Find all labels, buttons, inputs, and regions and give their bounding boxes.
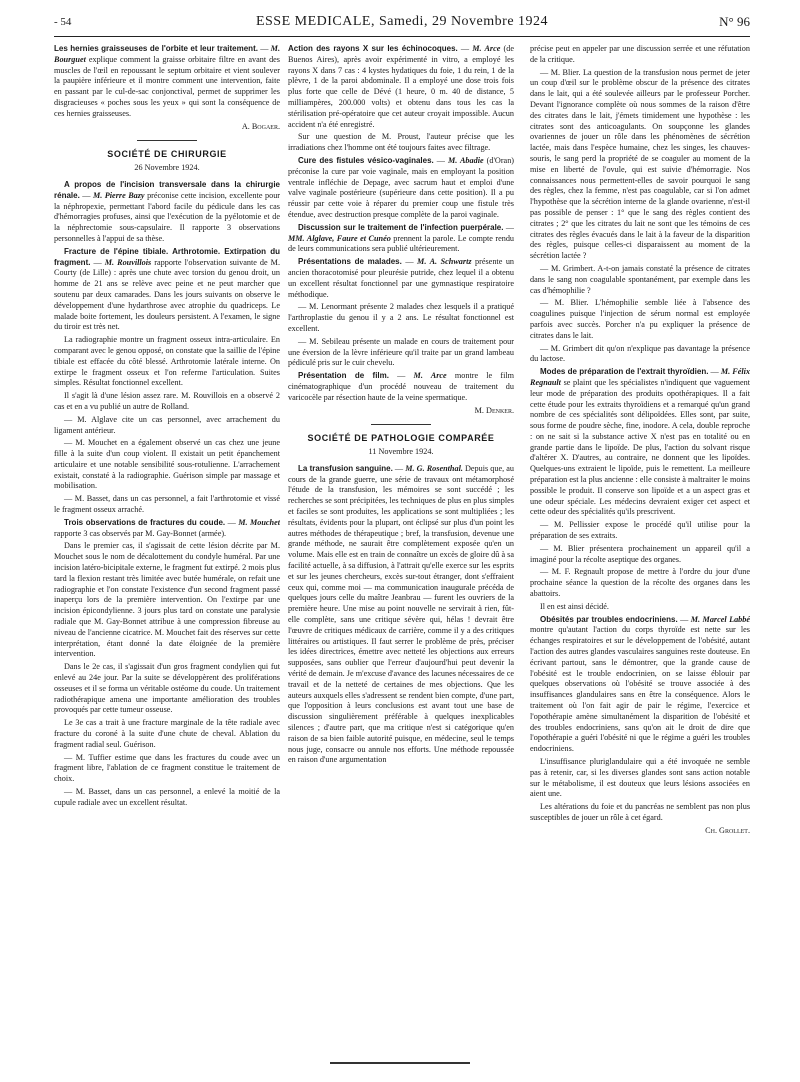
article-title: Les hernies graisseuses de l'orbite et leur traitement. — [54, 44, 258, 53]
article-film: Présentation de film. — M. Arce montre le film cinématographique d'un procédé nouveau de traitement du varicocèle par résection haute de la veine spermatique. — [288, 371, 514, 402]
bottom-divider — [330, 1062, 470, 1064]
author-name: MM. Alglave, Faure et Cunéo — [288, 233, 391, 243]
article-rayons: Action des rayons X sur les échinocoques. — M. Arce (de Buenos Aires), après avoir expérimenté in vitro, a employé les rayons X dans 7 cas : 4 kystes hydatiques du foie, 1 du rein, 1 de la plèvre, 1 de la paroi abdominale. Il a employé une dose trois fois plus forte que celle de Dévé (1 heure, 0 m. 40 de distance, 5 milliampères, 200.000 volts) et obtenu dans tous les cas la stérilisation pré-opératoire que cet auteur croyait impossible. Aucun accident n'a été enregistré. — [288, 44, 514, 129]
section-date: 26 Novembre 1924. — [134, 163, 200, 173]
paragraph: — M. Basset, dans un cas personnel, a fait l'arthrotomie et vissé le fragment osseux arraché. — [54, 494, 280, 515]
signature: A. Bogaer. — [241, 121, 280, 131]
divider — [371, 424, 431, 425]
paragraph: — M. Alglave cite un cas personnel, avec arrachement du ligament antérieur. — [54, 414, 280, 435]
paragraph: — M. Lenormant présente 2 malades chez lesquels il a pratiqué l'arthroplastie du genou il y a 2 ans. Le résultat fonctionnel est excellent. — [288, 302, 514, 333]
article-body: présente un ancien thoracotomisé pour pleurésie putride, chez lequel il a obtenu un excellent résultat fonctionnel par une gymnastique respiratoire méthodique. — [288, 257, 514, 299]
article-title: Modes de préparation de l'extrait thyroïdien. — [540, 367, 709, 377]
article-title: A propos de l'incision transversale dans la chirurgie rénale. — [54, 179, 280, 200]
article-body: Depuis que, au cours de la grande guerre, une série de travaux ont métamorphosé l'étude de la transfusion, les mémoires se sont succédé ; les recherches se sont précipitées, les techniques de plus en plus simples et faciles se sont produites, les applications se sont multipliées ; les résultats, évidents pour la plupart, ont éclipsé sur plus d'un point les autres méthodes de thérapeutique ; bref, la transfusion, devenue une grande méthode, ne saurait être complètement exposée qu'en un volume. Mais elle est en train de connaître un excès de gloire dû à sa facilité actuelle, à sa diffusion, à l'attrait qu'elle exerce sur les esprits et sur les jeunes chercheurs, excès sur-tout étranger, dont s'effraient ceux qui, comme moi — ma communication inaugurale précéda de quelques jours celle du maître Jeanbrau — furent les ouvriers de la première heure. Une mise au point nouvelle ne servirait à rien, fût-elle complète, sans une critique sévère qui, hélas ! devrait être l'œuvre de critiques médicaux de carrière, comme il y a des critiques littéraires ou artistiques. Il faut serrer le problème de près, préciser les idées directrices, émettre avec netteté les objections aux erreurs supposées, sans oublier que l'erreur d'aujourd'hui peut devenir la vérité de demain. Je m'excuse d'avance des lacunes nécessaires de ce travail et de la netteté de certaines de mes objections. Que les auteurs auxquels elles s'adressent se rendent bien compte, d'une part, que l'opposition à leurs conclusions est avant tout une base de discussion singulièrement préférable à quelques inexplicables silences ; d'autre part, que ma critique n'est si catégorique qu'en raison de sa bien faible autorité puisque, en médecine, seul le temps nous juge, consacre ou annule nos efforts. Une méthode repoussée en raison d'une argumentation — [288, 463, 514, 765]
column-left — [54, 44, 280, 1054]
author-name: M. A. Schwartz — [417, 257, 472, 267]
article-title: Action des rayons X sur les échinocoques. — [288, 44, 458, 53]
article-title: Discussion sur le traitement de l'infection puerpérale. — [298, 222, 504, 232]
article-body: explique comment la graisse orbitaire filtre en avant des muscles de l'œil en repoussant le septum orbitaire et vient soulever la paupière inférieure et il montre comment une intervention, faite en passant par le cul-de-sac conjonctival, permet de supprimer les disgracieuses « poches sous les yeux » qui sont la conséquence de ces hernies graisseuses. — [54, 54, 280, 118]
paragraph: — M. Basset, dans un cas personnel, a enlevé la moitié de la cupule radiale avec un excellent résultat. — [54, 787, 280, 807]
signature: M. Denker. — [474, 405, 514, 415]
issue-number: N° 96 — [719, 14, 750, 29]
article-orbit: Les hernies graisseuses de l'orbite et leur traitement. — M. Bourguet explique comment la graisse orbitaire filtre en avant des muscles de l'œil en repoussant le septum orbitaire et vient soulever la paupière inférieure et il montre comment une intervention, faite en passant par le cul-de-sac conjonctival, permet de supprimer les disgracieuses « poches sous les yeux » qui sont la conséquence de ces hernies graisseuses. — [54, 44, 280, 118]
paragraph: L'insuffisance pluriglandulaire qui a été invoquée ne semble pas à retenir, car, si les diverses glandes sont sans action notable sur le métabolisme, il est douteux que leurs lésions associées en aient une. — [530, 757, 750, 799]
paragraph: — M. Blier. L'hémophilie semble liée à l'absence des coagulines puisque l'injection de sérum normal est employée parfois avec succès. Porcher n'a pu expliquer la présence de citrates dans le lait. — [530, 298, 750, 340]
paragraph: Il s'agit là d'une lésion assez rare. M. Rouvillois en a observé 2 cas et en a vu publié un autre de Rolland. — [54, 391, 280, 411]
author-name: M. Mouchet — [238, 517, 280, 527]
article-body: (de Buenos Aires), après avoir expérimenté in vitro, a employé les rayons X dans 7 cas : 4 kystes hydatiques du foie, 1 du rein, 1 de la plèvre, 1 de la paroi abdominale. Il a employé une dose trois fois plus forte que celle de Dévé (1 heure, 0 m. 40 de distance, 5 milliampères, 200.000 volts) et obtenu dans tous les cas la stérilisation pré-opératoire que cet auteur croyait impossible. Aucun accident n'a été enregistré. — [288, 44, 514, 129]
author-name: M. Arce — [472, 44, 501, 53]
article-body: montre le film cinématographique d'un procédé nouveau de traitement du varicocèle par résection haute de la veine spermatique. — [288, 371, 514, 402]
section-title: SOCIÉTÉ DE PATHOLOGIE COMPARÉE — [307, 433, 495, 444]
author-name: M. Félix Regnault — [530, 367, 750, 387]
signature: Ch. Grollet. — [705, 825, 750, 835]
paragraph: Dans le premier cas, il s'agissait de cette lésion décrite par M. Mouchet sous le nom de décalottement du condyle huméral. Par une incision latéro-bicipitale externe, le fragment fut extirpé. 2 mois plus tard la flexion restant très limitée avec butée humérale, on refait une radiographie et l'on constate l'existence d'un second fragment passé inaperçu lors de la première intervention. On l'extirpe par une incision épicondylienne. 3 jours plus tard on constate une paralysie radiale que M. Gay-Bonnet attribue à une compression fibreuse au niveau de l'ancienne cicatrice. M. Mouchet fait des réserves sur cette interprétation, étant donné la date éloignée de la première intervention. — [54, 541, 280, 659]
article-title: Fracture de l'épine tibiale. Arthrotomie. Extirpation du fragment. — [54, 246, 280, 267]
article-transfusion: La transfusion sanguine. — M. G. Rosenthal. Depuis que, au cours de la grande guerre, une série de travaux ont métamorphosé l'étude de la transfusion, les mémoires se sont succédé ; les recherches se sont précipitées, les techniques de plus en plus simples et faciles se sont produites, les applications se sont multipliées ; les résultats, évidents pour la plupart, ont éclipsé sur plus d'un point les autres méthodes de thérapeutique ; bref, la transfusion, devenue une grande méthode, ne saurait être complètement exposée qu'en un volume. Mais elle est en train de connaître un excès de gloire dû à sa facilité actuelle, à sa diffusion, à l'attrait qu'elle exerce sur les esprits et sur les jeunes chercheurs, excès sur-tout étranger, dont s'effraient ceux qui, comme moi — ma communication inaugurale précéda de quelques jours celle du maître Jeanbrau — furent les ouvriers de la première heure. Une mise au point nouvelle ne servirait à rien, fût-elle complète, sans une critique sévère qui, hélas ! devrait être l'œuvre de critiques médicaux de carrière, comme il y a des critiques littéraires ou artistiques. Il faut serrer le problème de près, préciser les idées directrices, émettre avec netteté les objections aux erreurs supposées, sans oublier que l'erreur d'aujourd'hui peut devenir la vérité de demain. Je m'excuse d'avance des lacunes nécessaires de ce travail et de la netteté de certaines de mes objections. Que les auteurs auxquels elles s'adressent se rendent bien compte, d'une part, que l'opposition à leurs conclusions est avant tout une base de discussion singulièrement préférable à quelques inexplicables silences ; d'autre part, que ma critique n'est si catégorique qu'en raison de sa bien faible autorité puisque, en médecine, seul le temps nous juge, consacre ou annule nos efforts. Une méthode repoussée en raison d'une argumentation — [288, 463, 514, 765]
article-body: rapporte l'observation suivante de M. Courty (de Lille) : après une chute avec torsion du genou droit, un homme de 21 ans se relève avec peine et ne peut marcher que soutenu par deux camarades. Dans les jours suivants on observe le développement d'une hydarthrose avec atrophie du quadriceps. Le malade boite fortement, les douleurs persistent. A l'examen, le signe du tiroir est très net. — [54, 257, 280, 332]
divider — [137, 140, 197, 141]
paragraph: précise peut en appeler par une discussion serrée et une réfutation de la critique. — [530, 44, 750, 64]
article-title: La transfusion sanguine. — [298, 463, 393, 473]
paragraph: — M. Sebileau présente un malade en cours de traitement pour une éversion de la lèvre inférieure qu'il traite par un grand lambeau pédiculé pris sur le cuir chevelu. — [288, 336, 514, 368]
article-body: préconise cette incision, excellente pour la néphropexie, permettant l'abord facile du pédicule dans les cas d'hémorragies profuses, ainsi que l'exécution de la pyélotomie et de la néphrectomie sous-capsulaire. Il rapporte 3 observations personnelles à l'appui de sa thèse. — [54, 190, 280, 243]
page-number: - 54 — [54, 16, 72, 28]
article-body: montre qu'autant l'action du corps thyroïde est nette sur les échanges respiratoires et sur le développement de l'obésité, autant l'action des autres glandes vasculaires sanguines reste douteuse. En écrivant partout, sans le démontrer, que la grande cause de l'obésité est le trouble endocrinien, on se laisse éblouir par quelques observations où l'obésité se trouve associée à des insuffisances glandulaires sans en être la conséquence. Alors le traitement où l'on fait agir de pair le régime, l'exercice et l'opothérapie amène simultanément la disparition de l'obésité et des troubles endocriniens, sans qu'on ait le droit de dire que l'opothérapie a guéri l'obésité ni que le régime a guéri les troubles endocriniens. — [530, 625, 750, 754]
paragraph: — M. F. Regnault propose de mettre à l'ordre du jour d'une prochaine séance la question de la récolte des organes dans les abattoirs. — [530, 567, 750, 599]
article-infection: Discussion sur le traitement de l'infection puerpérale. — MM. Alglave, Faure et Cunéo prennent la parole. Le compte rendu de leurs communications sera publié ultérieurement. — [288, 222, 514, 254]
paragraph: La radiographie montre un fragment osseux intra-articulaire. En comparant avec le genou opposé, on constate que la saillie de l'épine tibiale est effacée du côté blessé. Arthrotomie latérale interne. On extirpe le fragment osseux et l'on referme l'articulation. Suites simples. Résultat fonctionnel excellent. — [54, 335, 280, 388]
article-tibia: Fracture de l'épine tibiale. Arthrotomie. Extirpation du fragment. — M. Rouvillois rapporte l'observation suivante de M. Courty (de Lille) : après une chute avec torsion du genou droit, un homme de 21 ans se relève avec peine et ne peut marcher que soutenu par deux camarades. Dans les jours suivants on observe le développement d'une hydarthrose avec atrophie du quadriceps. Le malade boite fortement, les douleurs persistent. A l'examen, le signe du tiroir est très net. — [54, 246, 280, 332]
paragraph: Il en est ainsi décidé. — [540, 601, 609, 611]
article-incision: A propos de l'incision transversale dans la chirurgie rénale. — M. Pierre Bazy préconise cette incision, excellente pour la néphropexie, permettant l'abord facile du pédicule dans les cas d'hémorragies profuses, ainsi que l'exécution de la pyélotomie et de la néphrectomie sous-capsulaire. Il rapporte 3 observations personnelles à l'appui de sa thèse. — [54, 179, 280, 243]
section-date: 11 Novembre 1924. — [368, 447, 434, 457]
author-name: M. Bourguet — [54, 44, 280, 64]
article-obesite: Obésités par troubles endocriniens. — M. Marcel Labbé montre qu'autant l'action du corps thyroïde est nette sur les échanges respiratoires et sur le développement de l'obésité, autant l'action des autres glandes vasculaires sanguines reste douteuse. En écrivant partout, sans le démontrer, que la grande cause de l'obésité est le trouble endocrinien, on se laisse éblouir par quelques observations où l'obésité se trouve associée à des insuffisances glandulaires sans en être la conséquence. Alors le traitement où l'on fait agir de pair le régime, l'exercice et l'opothérapie amène simultanément la disparition de l'obésité et des troubles endocriniens, sans qu'on ait le droit de dire que l'opothérapie a guéri l'obésité ni que le régime a guéri les troubles endocriniens. — [530, 614, 750, 754]
paragraph: — M. Blier. La question de la transfusion nous permet de jeter un coup d'œil sur le problème obscur de la présence des citrates dans le lait, qui a été soulevée ailleurs par le professeur Porcher. Devant l'ignorance complète où nous sommes de la raison d'être des citrates dans le lait, j'émets timidement une hypothèse : les citrates sont des anticoagulants. On soupçonne les glandes ovariennes de jouer un rôle dans les phénomènes de sécrétion lactée, mais dans l'espèce humaine, chez les singes, les chauves-souris, le sang perd la propriété de se coaguler au moment de la mise en liberté de l'ovule, qui est suivie d'hémorragie. Nos connaissances nous permettent-elles de savoir pourquoi le sang des règles, chez la femme, n'est pas coagulable, car si l'on admet l'hypothèse que la sécrétion interne de la glande ovarienne, n'est-il pas possible de penser : 1° que le sang des règles contient des citrates ; 2° que les citrates du lait ne sont que les témoins de ces citrates des règles évacués dans le lait à la faveur de la disparition des règles, puisque celles-ci disparaissent au moment de la sécrétion lactée ? — [530, 67, 750, 261]
journal-title: ESSE MEDICALE, Samedi, 29 Novembre 1924 — [255, 14, 549, 29]
paragraph: — M. Blier présentera prochainement un appareil qu'il a imaginé pour la récolte aseptique des organes. — [530, 543, 750, 564]
paragraph: Sur une question de M. Proust, l'auteur précise que les irradiations chez l'homme ont été toujours faites avec filtrage. — [288, 132, 514, 153]
paragraph: — M. Grimbert dit qu'on n'explique pas davantage la présence du lactose. — [530, 343, 750, 364]
article-body: (d'Oran) préconise la cure par voie vaginale, mais en employant la position ventrale infléchie de Depage, avec sacrum haut et emploi d'une valve vaginale postérieure (supérieure dans cette position). Il a pu réussir par cette voie à réparer du premier coup une fistule très étendue, avec destruction presque complète de la paroi vaginale. — [288, 155, 514, 219]
article-body: prennent la parole. Le compte rendu de leurs communications sera publié ultérieurement. — [288, 233, 514, 254]
article-title: Présentations de malades. — [298, 257, 402, 267]
paragraph: — M. Tuffier estime que dans les fractures du coude avec un fragment libre, l'ablation de ce fragment constitue le traitement de choix. — [54, 752, 280, 784]
article-body: rapporte 3 cas observés par M. Gay-Bonnet (armée). — [54, 528, 227, 538]
article-body: se plaint que les spécialistes n'indiquent que vaguement leur mode de préparation des produits opothérapiques. Il a fait cette étude pour les extraits thyroïdiens et a remarqué qu'un grand nombre de ces spécialités sont délipoïdées. Elles sont, par suite, sous forme de poudre sèche, fine, inodore. A cela, double reproche : on ne sait si la substance active X n'est pas en totalité ou en grande partie dans le lipoïde. De plus, l'action du solvant risque d'altérer X. D'autres, au contraire, ne donnent que les lipoïdes. Quelques-uns extraient le lipoïde, puis le remettent. La meilleure préparation est la plus ancienne : elle consiste à maltraiter le moins possible le produit. Il conserve son lipoïde et a un aspect gras et une odeur spéciale. Les médecins devraient exiger cet aspect et cette odeur des spécialités qu'ils prescrivent. — [530, 377, 750, 517]
author-name: M. Arce — [413, 371, 447, 381]
article-title: Obésités par troubles endocriniens. — [540, 614, 678, 624]
section-title: SOCIÉTÉ DE CHIRURGIE — [107, 149, 227, 160]
paragraph: Les altérations du foie et du pancréas ne semblent pas non plus susceptibles de jouer un rôle à cet égard. — [530, 802, 750, 822]
paragraph: — M. Grimbert. A-t-on jamais constaté la présence de citrates dans le sang non coagulable spontanément, par exemple dans les cas d'hémophilie ? — [530, 263, 750, 295]
paragraph: — M. Mouchet en a également observé un cas chez une jeune fille à la suite d'un coup violent. Il existait un petit épanchement articulaire et une notable sensibilité sous-rotulienne. L'arrachement existait, constaté à la radiographie. Guérison simple par massage et mobilisation. — [54, 438, 280, 491]
article-title: Cure des fistules vésico-vaginales. — [298, 155, 434, 165]
author-name: M. Abadie — [447, 155, 484, 165]
article-malades: Présentations de malades. — M. A. Schwartz présente un ancien thoracotomisé pour pleurésie putride, chez lequel il a obtenu un excellent résultat fonctionnel par une gymnastique respiratoire méthodique. — [288, 257, 514, 299]
paragraph: Le 3e cas a trait à une fracture marginale de la tête radiale avec fracture du coroné à la suite d'une chute de cheval. Ablation du fragment radial seul. Guérison. — [54, 718, 280, 749]
author-name: M. Pierre Bazy — [92, 190, 145, 200]
paragraph: Dans le 2e cas, il s'agissait d'un gros fragment condylien qui fut enlevé au 24e jour. Par la suite se développèrent des proliférations osseuses et il se forma un véritable ostéome du coude. Un traitement radiothérapique amena une importante amélioration des troubles provoqués par cette tumeur osseuse. — [54, 662, 280, 715]
article-title: Trois observations de fractures du coude. — [64, 517, 226, 527]
article-title: Présentation de film. — [298, 371, 389, 381]
page-header — [54, 14, 750, 37]
author-name: M. Rouvillois — [104, 257, 152, 267]
author-name: M. G. Rosenthal. — [405, 463, 463, 473]
article-thyroid: Modes de préparation de l'extrait thyroïdien. — M. Félix Regnault se plaint que les spécialistes n'indiquent que vaguement leur mode de préparation des produits opothérapiques. Il a fait cette étude pour les extraits thyroïdiens et a remarqué qu'un grand nombre de ces spécialités sont délipoïdées. Elles sont, par suite, sous forme de poudre sèche, fine, inodore. A cela, double reproche : on ne sait si la substance active X n'est pas en totalité ou en grande partie dans le lipoïde. De plus, l'action du solvant risque d'altérer X. D'autres, au contraire, ne donnent que les lipoïdes. Quelques-uns extraient le lipoïde, puis le remettent. La meilleure préparation est la plus ancienne : elle consiste à maltraiter le moins possible le produit. Il conserve son lipoïde et a un aspect gras et une odeur spéciale. Les médecins devraient exiger cet aspect et cette odeur des spécialités qu'ils prescrivent. — [530, 367, 750, 517]
column-right — [530, 44, 750, 1054]
article-fistules: Cure des fistules vésico-vaginales. — M. Abadie (d'Oran) préconise la cure par voie vaginale, mais en employant la position ventrale infléchie de Depage, avec sacrum haut et emploi d'une valve vaginale postérieure (supérieure dans cette position). Il a pu réussir par cette voie à réparer du premier coup une fistule très étendue, avec destruction presque complète de la paroi vaginale. — [288, 155, 514, 219]
column-middle — [288, 44, 514, 1054]
article-coude: Trois observations de fractures du coude. — M. Mouchet rapporte 3 cas observés par M. Gay-Bonnet (armée). — [54, 517, 280, 538]
author-name: M. Marcel Labbé — [690, 614, 750, 624]
paragraph: — M. Pellissier expose le procédé qu'il utilise pour la préparation de ses extraits. — [530, 520, 750, 541]
